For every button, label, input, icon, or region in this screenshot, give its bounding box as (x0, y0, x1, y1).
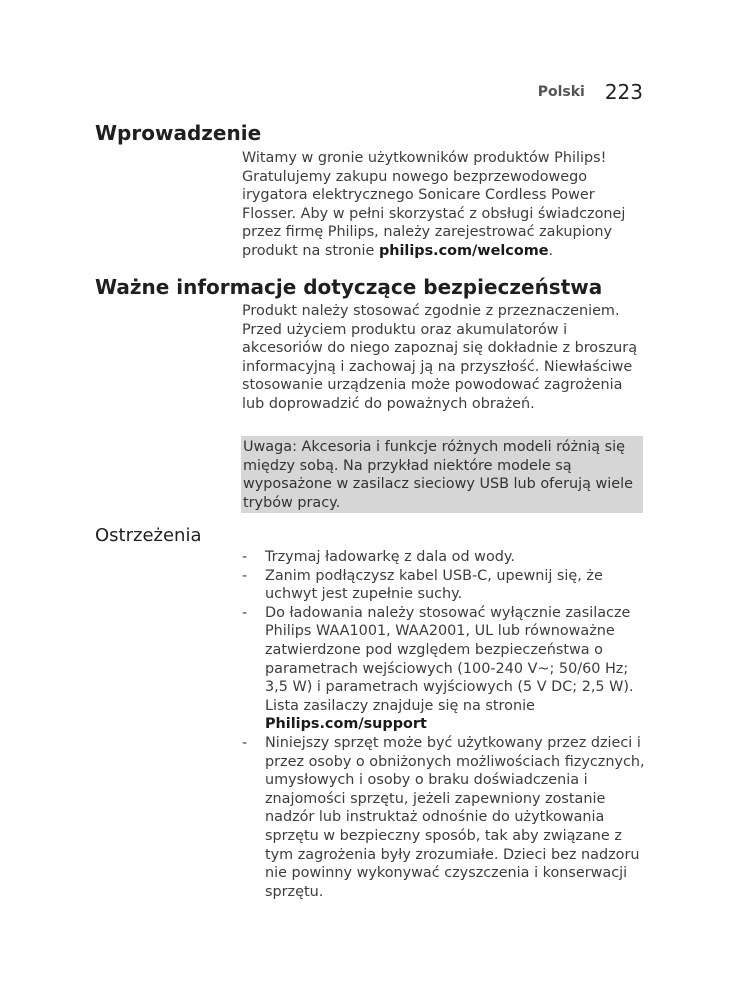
warning-item (242, 734, 646, 901)
note-box: Uwaga: Akcesoria i funkcje różnych modeli różnią się między sobą. Na przykład niektóre modele są wyposażone w zasilacz sieciowy USB lub oferują wiele trybów pracy. (241, 436, 643, 513)
support-link[interactable]: Philips.com/support (265, 716, 427, 733)
welcome-link[interactable]: philips.com/welcome (378, 242, 549, 259)
safety-paragraph: Produkt należy stosować zgodnie z przeznaczeniem. Przed użyciem produktu oraz akumulatorów i akcesoriów do niego zapoznaj się dokładnie z broszurą informacyjną i zachowaj ją na przyszłość. Niewłaściwe stosowanie urządzenia może powodować zagrożenia lub doprowadzić do poważnych obrażeń. (242, 303, 638, 412)
page-header (0, 80, 643, 104)
bullet-dash: - (242, 734, 248, 751)
warning-text: Niniejszy sprzęt może być użytkowany przez dzieci i przez osoby o obniżonych możliwościach fizycznych, umysłowych i osoby o braku doświadczenia i znajomości sprzętu, jeżeli zapewniony zostanie nadzór lub instruktaż odnośnie do użytkowania sprzętu w bezpieczny sposób, tak aby związane z tym zagrożenia były zrozumiałe. Dzieci bez nadzoru nie powinny wykonywać czyszczenia i konserwacji sprzętu. (265, 734, 645, 900)
bullet-dash: - (242, 604, 248, 621)
warning-item (242, 548, 646, 567)
warning-text: Do ładowania należy stosować wyłącznie zasilacze Philips WAA1001, WAA2001, UL lub równoważne zatwierdzone pod względem bezpieczeństwa o parametrach wejściowych (100-240 V~; 50/60 Hz; 3,5 W) i parametrach wyjściowych (5 V DC; 2,5 W). Lista zasilaczy znajduje się na stronie (265, 604, 634, 714)
bullet-dash: - (242, 549, 248, 565)
warnings-list (242, 548, 646, 901)
bullet-dash: - (242, 567, 248, 584)
warning-item (242, 567, 646, 604)
heading-safety: Ważne informacje dotyczące bezpieczeństwa (95, 275, 603, 299)
heading-introduction: Wprowadzenie (95, 121, 262, 145)
heading-warnings: Ostrzeżenia (95, 525, 202, 546)
introduction-paragraph (242, 149, 646, 261)
warning-item (242, 604, 646, 734)
introduction-text: Witamy w gronie użytkowników produktów Philips! Gratulujemy zakupu nowego bezprzewodowego irygatora elektrycznego Sonicare Cordless Power Flosser. Aby w pełni skorzystać z obsługi świadczonej przez firmę Philips, należy zarejestrować zakupiony produkt na stronie (242, 150, 626, 259)
introduction-end: . (548, 242, 554, 259)
language-label: Polski (537, 84, 585, 100)
warning-text: Zanim podłączysz kabel USB-C, upewnij się, że uchwyt jest zupełnie suchy. (265, 567, 603, 603)
page-number: 223 (604, 80, 643, 104)
warning-text: Trzymaj ładowarkę z dala od wody. (265, 549, 515, 565)
